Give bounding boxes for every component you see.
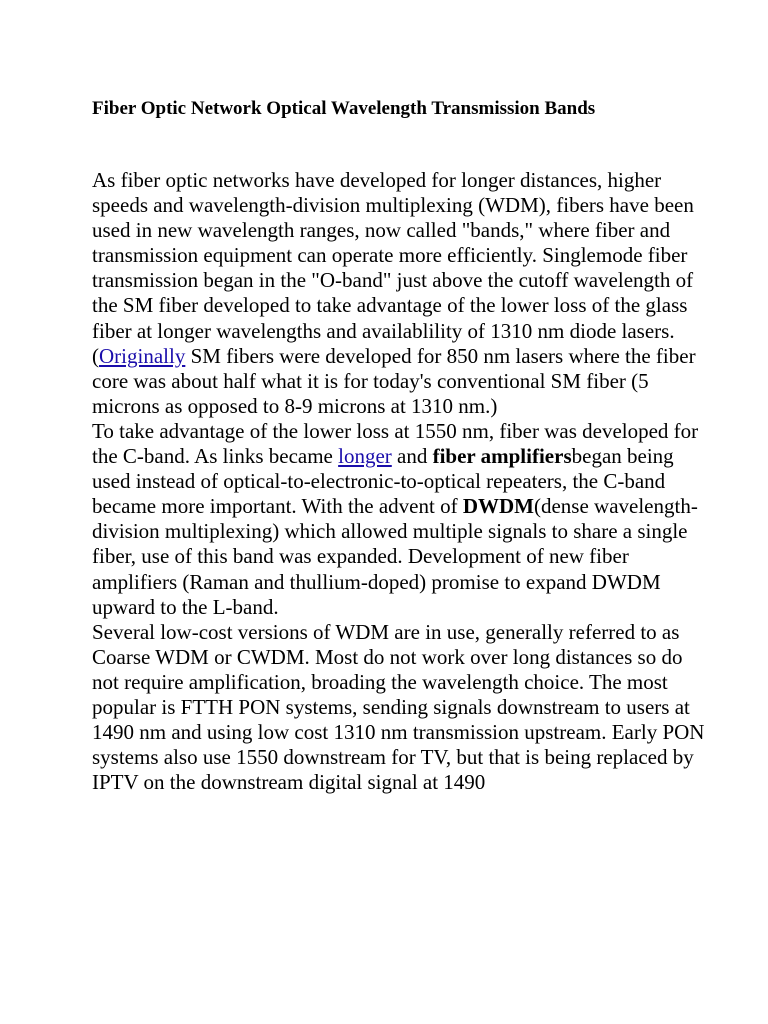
link-longer[interactable]: longer — [338, 444, 392, 469]
paragraph-intro — [92, 168, 712, 419]
paragraph-cwdm — [92, 620, 712, 796]
paragraph-c-band-text-2: and — [391, 444, 433, 469]
paragraph-intro-text-1: As fiber optic networks have developed for longer distances, higher speeds and wavelength-division multiplexing (WDM), fibers have been used in new wavelength ranges, now called "bands," where fiber and transmission equipment can operate more efficiently. Singlemode fiber transmission began in the "O-band" just above the cutoff wavelength of the SM fiber developed to take advantage of the lower loss of the glass fiber at longer wavelengths and availablility of 1310 nm diode lasers. ( — [92, 168, 694, 368]
link-originally[interactable]: Originally — [99, 343, 186, 368]
paragraph-intro-text-2: SM fibers were developed for 850 nm lasers where the fiber core was about half what it is for today's conventional SM fiber (5 microns as opposed to 8-9 microns at 1310 nm.) — [92, 343, 696, 418]
paragraph-c-band-text-1: To take advantage of the lower loss at 1550 nm, fiber was developed for the C-band. As links became — [92, 418, 699, 469]
paragraph-c-band-text-4: (dense wavelength-division multiplexing) which allowed multiple signals to share a single fiber, use of this band was expanded. Development of new fiber amplifiers (Raman and thullium-doped) promise to expand DWDM upward to the L-band. — [92, 494, 698, 619]
bold-fiber-amplifiers: fiber amplifiers — [432, 444, 572, 469]
document-page — [92, 96, 712, 795]
bold-dwdm: DWDM — [462, 494, 534, 519]
paragraph-c-band — [92, 419, 712, 620]
document-body — [92, 168, 712, 795]
document-title: Fiber Optic Network Optical Wavelength Transmission Bands — [92, 98, 596, 119]
paragraph-c-band-text-3: began being used instead of optical-to-electronic-to-optical repeaters, the C-band became more important. With the advent of — [92, 444, 674, 519]
paragraph-cwdm-text: Several low-cost versions of WDM are in use, generally referred to as Coarse WDM or CWDM. Most do not work over long distances so do not require amplification, broading the wavelength choice. The most popular is FTTH PON systems, sending signals downstream to users at 1490 nm and using low cost 1310 nm transmission upstream. Early PON systems also use 1550 downstream for TV, but that is being replaced by IPTV on the downstream digital signal at 1490 — [92, 619, 705, 795]
